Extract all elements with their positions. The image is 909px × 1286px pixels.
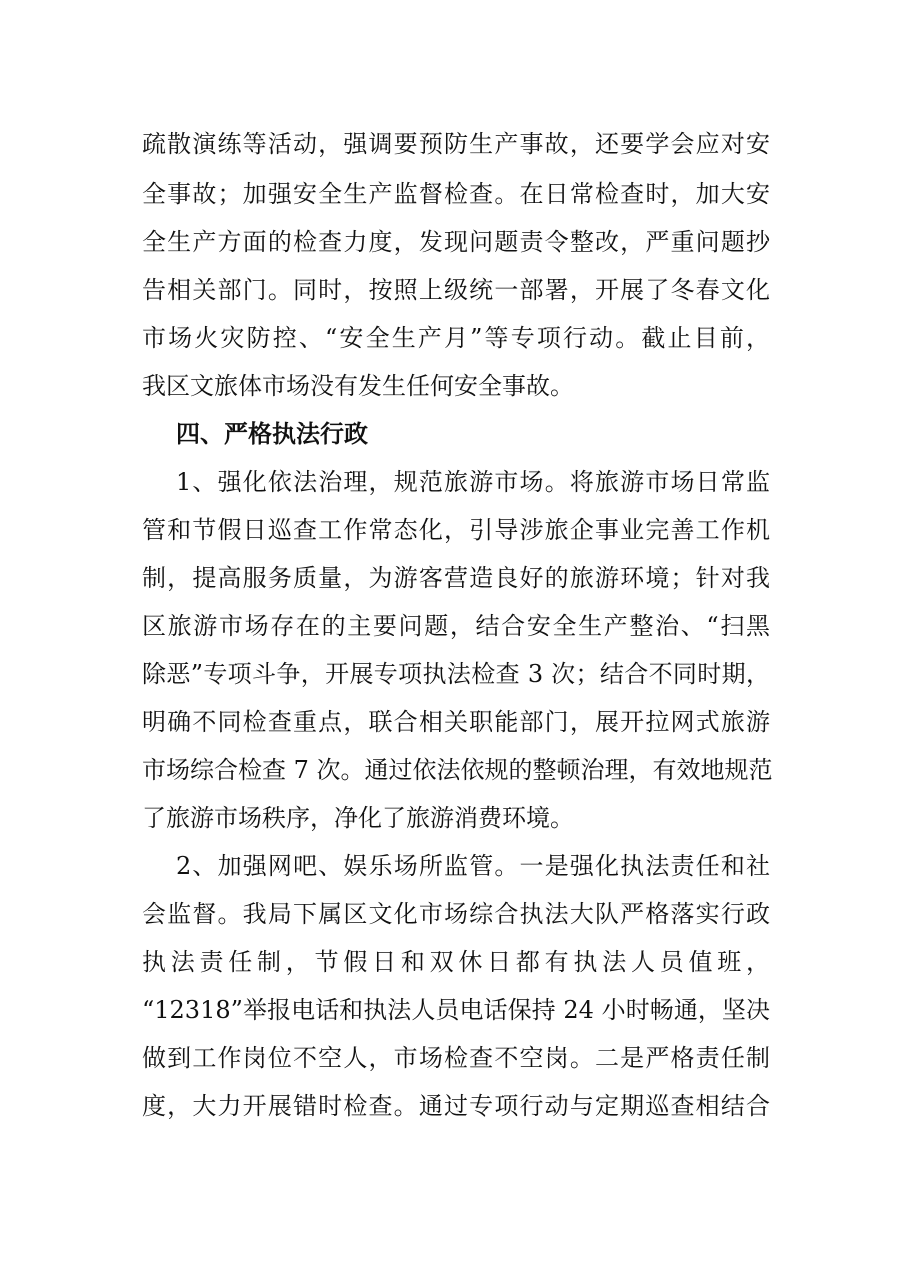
paragraph-2-line-1: 1、强化依法治理，规范旅游市场。将旅游市场日常监 [176,468,770,496]
paragraph-2-line-5: 除恶”专项斗争，开展专项执法检查 3 次；结合不同时期， [142,660,770,688]
paragraph-1-line-4: 告相关部门。同时，按照上级统一部署，开展了冬春文化 [142,276,770,304]
paragraph-2-line-6: 明确不同检查重点，联合相关职能部门，展开拉网式旅游 [142,708,770,736]
paragraph-1-line-3: 全生产方面的检查力度，发现问题责令整改，严重问题抄 [142,228,770,256]
paragraph-3-line-6: 度，大力开展错时检查。通过专项行动与定期巡查相结合 [142,1092,770,1120]
paragraph-3-line-5: 做到工作岗位不空人，市场检查不空岗。二是严格责任制 [142,1044,770,1072]
paragraph-1-line-2: 全事故；加强安全生产监督检查。在日常检查时，加大安 [142,180,770,208]
paragraph-2-line-7: 市场综合检查 7 次。通过依法依规的整顿治理，有效地规范 [142,756,773,784]
paragraph-2-line-3: 制，提高服务质量，为游客营造良好的旅游环境；针对我 [142,564,770,592]
paragraph-1-line-6: 我区文旅体市场没有发生任何安全事故。 [142,372,574,400]
paragraph-2-line-4: 区旅游市场存在的主要问题，结合安全生产整治、“扫黑 [142,612,770,640]
paragraph-3-line-1: 2、加强网吧、娱乐场所监管。一是强化执法责任和社 [176,852,770,880]
paragraph-3-line-3: 执法责任制，节假日和双休日都有执法人员值班， [142,948,770,976]
paragraph-2-line-8: 了旅游市场秩序，净化了旅游消费环境。 [142,804,574,832]
section-heading: 四、严格执法行政 [176,419,368,448]
paragraph-3-line-4: “12318”举报电话和执法人员电话保持 24 小时畅通，坚决 [142,996,770,1024]
paragraph-1-line-1: 疏散演练等活动，强调要预防生产事故，还要学会应对安 [142,130,770,158]
paragraph-3-line-2: 会监督。我局下属区文化市场综合执法大队严格落实行政 [142,900,770,928]
paragraph-2-line-2: 管和节假日巡查工作常态化，引导涉旅企事业完善工作机 [142,516,770,544]
paragraph-1-line-5: 市场火灾防控、“安全生产月”等专项行动。截止目前， [142,324,770,352]
